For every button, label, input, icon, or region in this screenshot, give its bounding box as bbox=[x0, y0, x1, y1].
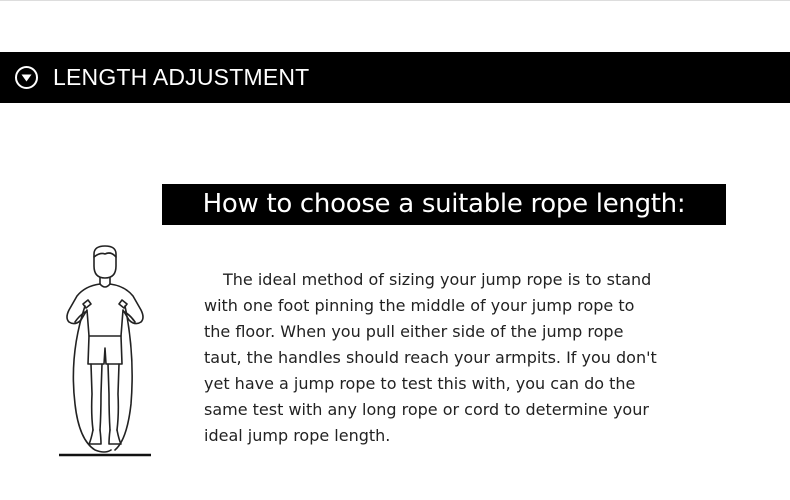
person-holding-jump-rope-icon bbox=[55, 244, 155, 460]
instruction-paragraph: The ideal method of sizing your jump rope is to stand with one foot pinning the middle of your jump rope to the floor. When you pull either side of the jump rope taut, the handles should reach your armpits. If you don't yet have a jump rope to test this with, you can do the same test with any long rope or cord to determine your ideal jump rope length. bbox=[204, 270, 657, 445]
subheading-banner: How to choose a suitable rope length: bbox=[162, 184, 726, 225]
section-header bbox=[0, 52, 790, 103]
section-title: LENGTH ADJUSTMENT bbox=[53, 64, 310, 90]
top-divider bbox=[0, 0, 790, 1]
chevron-down-circle-icon bbox=[14, 65, 39, 90]
